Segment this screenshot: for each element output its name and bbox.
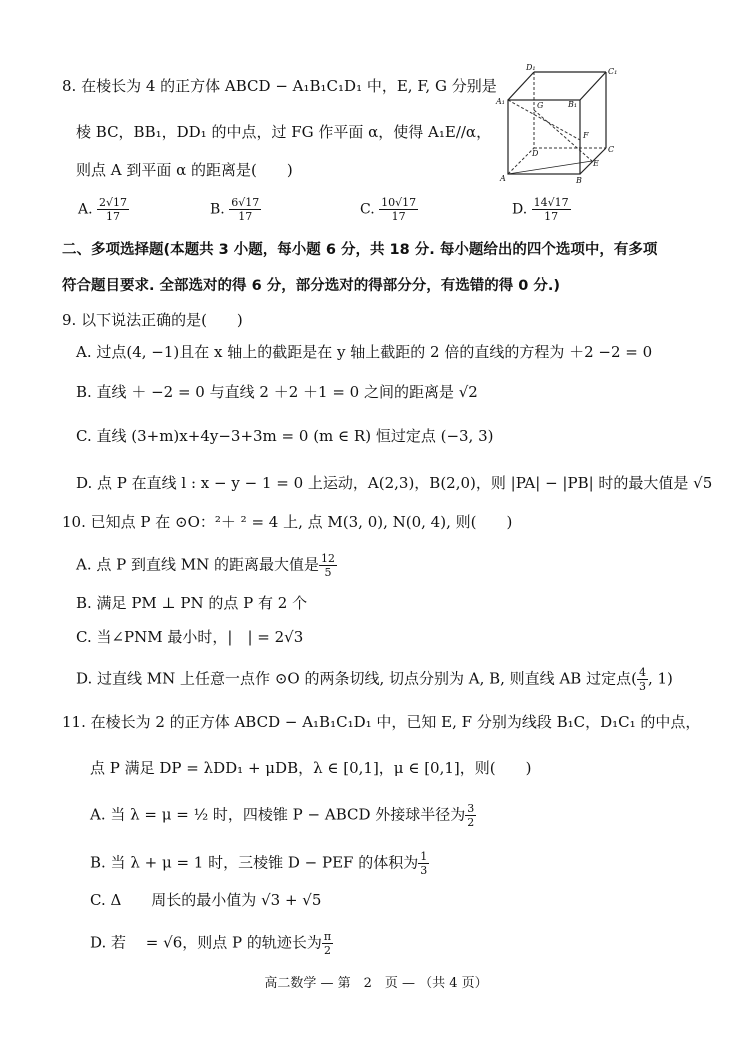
q8-line-2: 棱 BC，BB₁，DD₁ 的中点，过 FG 作平面 α，使得 A₁E//α，	[76, 123, 492, 141]
label-b: B	[576, 176, 582, 185]
q9-option-c: C. 直线 (3+m)x+4y−3+3m = 0 (m ∈ R) 恒过定点 (−3, 3)	[76, 427, 494, 445]
q9-stem: 9. 以下说法正确的是( )	[62, 311, 243, 329]
edge-a1d1	[508, 72, 534, 100]
q11-option-d	[90, 930, 333, 957]
q11-option-d-text: D. 若 = √6，则点 P 的轨迹长为	[90, 933, 322, 952]
q8-option-a	[78, 196, 129, 223]
edge-ad	[508, 148, 534, 174]
q8-line-1: 8. 在棱长为 4 的正方体 ABCD − A₁B₁C₁D₁ 中，E, F, G 分别是	[62, 77, 497, 95]
cube-figure	[492, 60, 622, 186]
q8-option-c-fraction: $\frac{10√17}{17}$	[381, 196, 417, 223]
q11-option-a-fraction: $\frac{3}{2}$	[467, 802, 475, 829]
label-b1: B₁	[568, 100, 578, 109]
q8-option-d-fraction: $\frac{14√17}{17}$	[533, 196, 569, 223]
q11-option-a-text: A. 当 λ = μ = ½ 时，四棱锥 P − ABCD 外接球半径为	[90, 805, 466, 824]
label-g: G	[537, 101, 544, 110]
label-c: C	[608, 145, 615, 154]
q8-option-a-fraction: $\frac{2√17}{17}$	[99, 196, 128, 223]
q10-option-d: D. 过直线 MN 上任意一点作 ⊙O 的两条切线, 切点分别为 A, B, 则直线 AB 过定点( $\frac{4}{3}$ , 1)	[76, 666, 673, 693]
q11-option-b-text: B. 当 λ + μ = 1 时，三棱锥 D − PEF 的体积为	[90, 853, 419, 872]
q9-option-a: A. 过点(4, −1)且在 x 轴上的截距是在 y 轴上截距的 2 倍的直线的方程为 ＋2 −2 = 0	[76, 343, 653, 361]
label-d1: D₁	[526, 63, 536, 72]
q11-option-a	[90, 802, 476, 829]
q11-option-b-fraction: $\frac{1}{3}$	[420, 850, 428, 877]
q8-option-b-label: B.	[210, 201, 225, 218]
q11-option-c: C. Δ 周长的最小值为 √3 + √5	[90, 891, 322, 909]
edge-b1c1	[580, 72, 606, 100]
section-2-heading-line-2: 符合题目要求. 全部选对的得 6 分，部分选对的得部分分，有选错的得 0 分.)	[62, 278, 561, 294]
section-2-heading-line-1: 二、多项选择题(本题共 3 小题，每小题 6 分，共 18 分. 每小题给出的四个选项中，有多项	[62, 242, 658, 258]
q10-option-d-fraction: $\frac{4}{3}$	[638, 666, 646, 693]
q8-option-d	[512, 196, 571, 223]
q11-option-b	[90, 850, 429, 877]
q8-option-d-label: D.	[512, 201, 528, 218]
label-c1: C₁	[608, 67, 618, 76]
q10-option-b: B. 满足 PM ⊥ PN 的点 P 有 2 个	[76, 594, 308, 612]
q10-option-a	[76, 552, 337, 579]
q9-option-d: D. 点 P 在直线 l : x − y − 1 = 0 上运动，A(2,3)，B(2,0)，则 |PA| − |PB| 时的最大值是 √5	[76, 474, 713, 492]
page-footer: 高二数学 — 第 2 页 — （共 4 页）	[264, 976, 488, 991]
q9-option-b: B. 直线 ＋ −2 = 0 与直线 2 ＋2 ＋1 = 0 之间的距离是 √2	[76, 383, 478, 401]
label-a1: A₁	[496, 97, 505, 106]
q11-line-1: 11. 在棱长为 2 的正方体 ABCD − A₁B₁C₁D₁ 中，已知 E, F 分别为线段 B₁C，D₁C₁ 的中点，	[62, 713, 701, 731]
q10-stem: 10. 已知点 P 在 ⊙O：²＋ ² = 4 上, 点 M(3, 0), N(0, 4), 则( )	[62, 513, 513, 531]
q8-option-c-label: C.	[360, 201, 375, 218]
q11-line-2: 点 P 满足 DP = λDD₁ + μDB，λ ∈ [0,1]，μ ∈ [0,1]，则( )	[90, 759, 532, 777]
q11-option-d-fraction: $\frac{\pi}{2}$	[323, 930, 332, 957]
q8-option-c	[360, 196, 418, 223]
label-d: D	[532, 149, 539, 158]
q8-option-a-label: A.	[78, 201, 93, 218]
q10-option-c: C. 当∠PNM 最小时，| | = 2√3	[76, 628, 304, 646]
label-a: A	[500, 174, 506, 183]
q8-line-3: 则点 A 到平面 α 的距离是( )	[76, 161, 293, 179]
q8-option-b-fraction: $\frac{6√17}{17}$	[231, 196, 260, 223]
q10-option-d-text: D. 过直线 MN 上任意一点作 ⊙O 的两条切线, 切点分别为 A, B, 则直线 AB 过定点	[76, 669, 632, 688]
q10-option-a-fraction: $\frac{12}{5}$	[321, 552, 336, 579]
label-e: E	[593, 159, 599, 168]
q10-option-a-text: A. 点 P 到直线 MN 的距离最大值是	[76, 555, 320, 574]
label-f: F	[583, 131, 589, 140]
q8-option-b	[210, 196, 261, 223]
